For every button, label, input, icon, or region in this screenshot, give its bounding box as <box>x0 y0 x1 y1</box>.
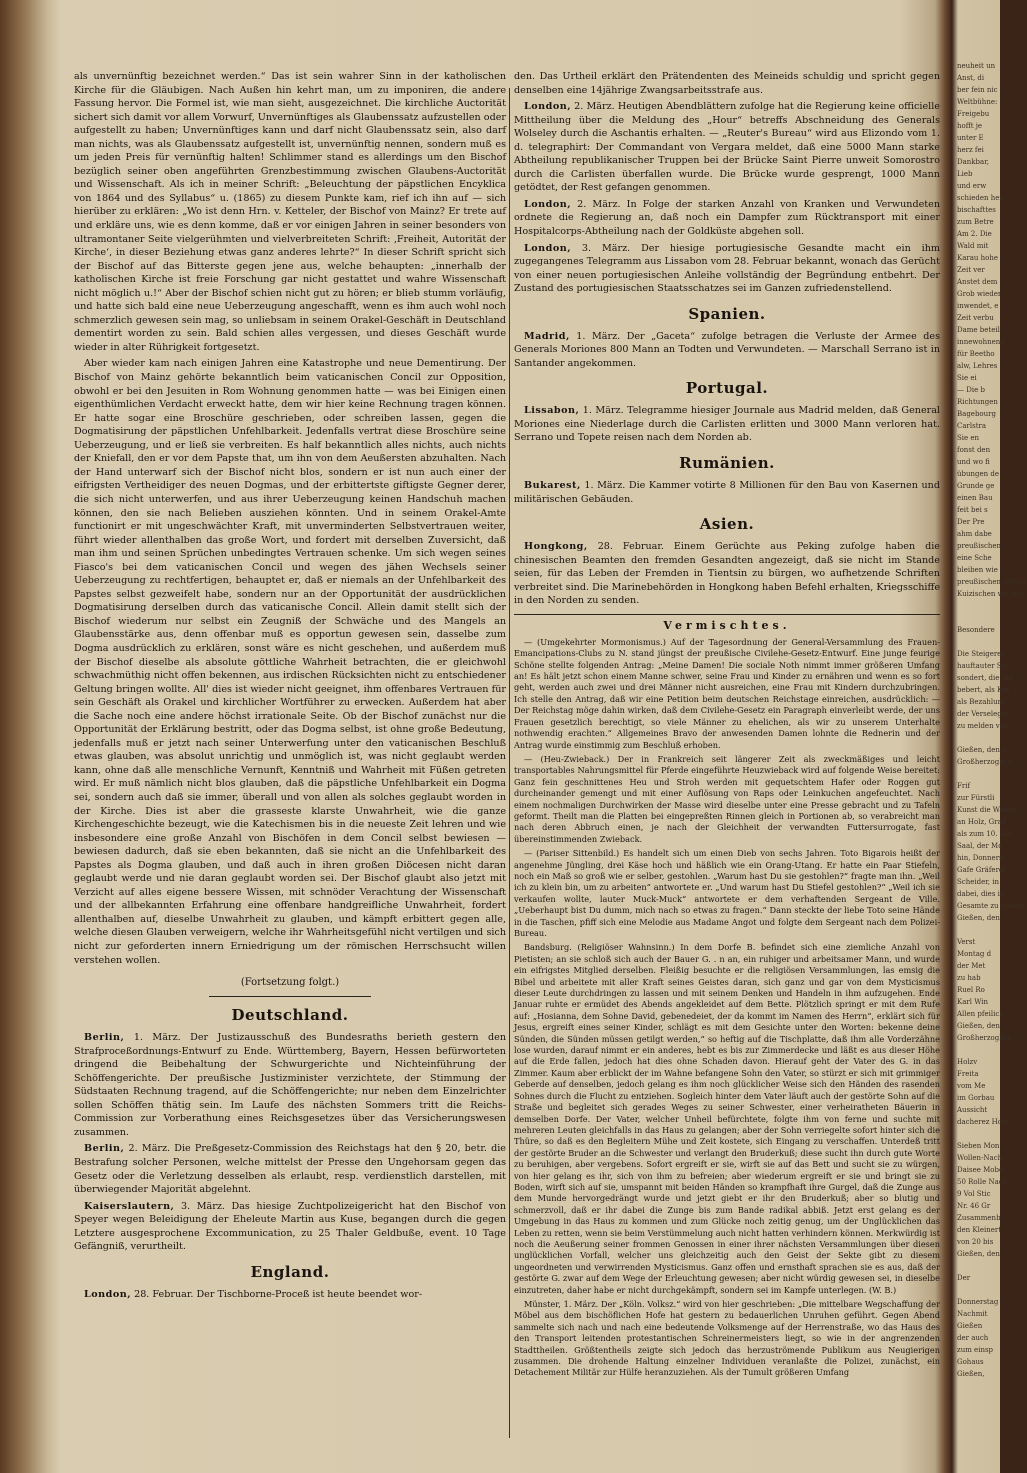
edge-text-line: Verst <box>957 938 976 946</box>
edge-text-line: Nr. 46 Gr <box>957 1202 991 1210</box>
news-item <box>74 1288 506 1302</box>
news-text: 2. März. Die Preßgesetz-Commission des Reichstags hat den § 20, betr. die Bestrafung solcher Personen, welche mittelst der Presse den Ungehorsam gegen das Gesetz oder die Verletzung desselben als erlaubt, resp. verdienstlich darstellen, mit überwiegender Majorität abgelehnt. <box>74 1143 506 1196</box>
edge-text-line: Großherzoglich <box>957 758 1013 766</box>
edge-text-line: ber fein nic <box>957 86 998 94</box>
edge-text-line: Dame beteil <box>957 326 1000 334</box>
edge-text-line: 50 Rolle Nach <box>957 1178 1008 1186</box>
news-text: 2. März. Heutigen Abendblättern zufolge hat die Regierung keine officielle Mittheilung über die Meldung des „Hour“ betreffs Abschneidung des Generals Wolseley durch die Aschantis erhalten. — „Reuter's Bureau“ wird aus Elizondo vom 1. d. telegraphirt: Der Commandant von Vergara meldet, daß eine 5000 Mann starke Abtheilung republikanischer Truppen bei der Brücke Saint Pierre unweit Somorostro durch die Carlisten überfallen wurde. Die Brücke wurde gesprengt, 1000 Mann getödtet, der Rest gefangen genommen. <box>514 101 940 194</box>
edge-text-line <box>957 600 1000 612</box>
edge-text-line: Sie ei <box>957 374 977 382</box>
edge-text-line: zur Fürstli <box>957 794 995 802</box>
section-heading-rumaenien: Rumänien. <box>679 454 775 473</box>
dateline: London, <box>524 242 572 254</box>
edge-text-line: bleiben wie <box>957 566 998 574</box>
edge-text-line: Scheider, in <box>957 878 1000 886</box>
section-heading-england: England. <box>250 1262 330 1281</box>
news-text: den. Das Urtheil erklärt den Prätendenten des Meineids schuldig und spricht gegen denselben eine 14jährige Zwangsarbeitsstrafe aus. <box>514 71 940 96</box>
edge-text-line: zum einsp <box>957 1346 994 1354</box>
edge-text-line: Kunst die Walter <box>957 806 1017 814</box>
edge-text-line: innewohnend <box>957 338 1005 346</box>
edge-text-line: und wo fi <box>957 458 990 466</box>
edge-text-line: preußischen Officie <box>957 578 1027 586</box>
edge-text-line <box>957 732 1000 744</box>
dateline: Berlin, <box>84 1032 125 1044</box>
edge-text-line: den Kleinert <box>957 1226 1002 1234</box>
news-item <box>74 1142 506 1196</box>
edge-text-line: neuheit un <box>957 62 996 70</box>
news-text: 1. März. Telegramme hiesiger Journale aus Madrid melden, daß General Moriones eine Niederlage durch die Carlisten erlitten und 3000 Mann verloren hat. Serrano und Topete reisen nach dem Norden ab. <box>514 405 940 444</box>
misc-item: Bandsburg. (Religiöser Wahnsinn.) In dem Dorfe B. befindet sich eine ziemliche Anzahl von Pietisten; an sie schloß sich auch der Bauer G. . n an, ein ruhiger und arbeitsamer Mann, und wurde ein eifrigstes Mitglied derselben. Fleißig besuchte er die religiösen Versammlungen, las emsig die Bibel und arbeitete mit aller Kraft seines Geistes daran, sich ganz und gar von dem Mysticismus dieser Leute durchdringen zu lassen und mit seinem Denken und Handeln in ihm aufzugehen. Ende Januar ruhte er ermüdet des Abends angekleidet auf dem Bette. Plötzlich springt er mit dem Rufe auf: „Hosianna, dem Sohne David, gebenedeiet, der da kommt im Namen des Herrn“, erklärt sich für Jesus, ergreift eines seiner Kinder, schlägt es mit dem Gesichte unter den Worten: bekenne deine Sünden, die Sünden müssen getilgt werden,“ so heftig auf die Tischplatte, daß ihm alle Vorderzähne lose wurden, darauf nimmt er ein anderes, hebt es bis zur Zimmerdecke und läßt es aus dieser Höhe auf die Erde fallen, jedoch hat dies ohne Schaden davon. Hierauf geht der Vater des G. in das Zimmer. Kaum aber erblickt der im Wahne befangene Sohn den Vater, so stürzt er sich mit grimmiger Geberde auf denselben, jedoch gelang es ihm noch glücklicher Weise sich den Händen des rasenden Sohnes durch die Flucht zu entziehen. Sogleich hinter dem Vater läuft auch der gestörte Sohn auf die Straße und begleitet sich gerades Weges zu seiner Schwester, einer verheiratheten Bäuerin in demselben Dorfe. Der Vater, welcher Unheil befürchtete, folgte ihm von ferne und suchte mit mehreren Leuten gleichfalls in das Haus zu gelangen; aber der Sohn verriegelte sofort hinter sich die Thüre, so daß es den Begleitern Mühe und Zeit kostete, sich Eingang zu verschaffen. Unterdeß tritt der gestörte Bruder an die Schwester und verlangt den Bruderkuß; diese sucht ihn durch gute Worte zu beruhigen, aber vergebens. Sofort ergreift er sie, wirft sie auf das Bett und sucht sie zu würgen, von hier gelang es ihr, sich von ihm zu befreien; aber wiederum ergreift er sie und bringt sie zu Boden, wirft sich auf sie, umspannt mit beiden Händen so krampfhaft ihre Gurgel, daß die Zunge aus dem Munde hervorgedrängt wurde und jetzt giebt er ihr den Bruderkuß; aber so blutig und schmerzvoll, daß er ihr dabei die Zunge bis zum Bande radikal abbiß. Jetzt erst gelang es der Umgebung in das Haus zu kommen und zum Glücke noch zeitig genug, um der Unglücklichen das Leben zu retten, wenn sie beim Verstümmelung auch nicht hatten verhindern können. Merkwürdig ist noch die Aeußerung seiner frommen Genossen in einer ihrer nächsten Versammlungen über diesen unglücklichen Vorfall, welcher uns gleichzeitig auch den Geist der Sekte gibt zu diesem ungeordneten und verwirrenden Mysticismus. Ganz offen und ernsthaft sprachen sie es aus, daß der gestörte G. zwar auf dem Wege der Erleuchtung gewesen; aber nicht würdig gewesen sei, in dieselbe einzutreten, daher habe er nicht durchgekämpft, sondern sei im Kampfe unterlegen. (W. B.) <box>514 942 940 1295</box>
edge-text-line: Gießen <box>957 1322 983 1330</box>
misc-item: Münster, 1. März. Der „Köln. Volksz.“ wird von hier geschrieben: „Die mittelbare Wegschaffung der Möbel aus dem bischöflichen Hofe hat gestern zu bedauerlichen Unruhen geführt. Gegen Abend sammelte sich nach und nach eine bedeutende Volksmenge auf der Herrenstraße, wo das Haus des den Transport leitenden protestantischen Schreinermeisters liegt, so wie in der angrenzenden Stadttheilen. Größtentheils zeigte sich jedoch das herzuströmende Publikum aus Neugierigen zusammen. Die drohende Haltung einzelner Individuen veranlaßte die Polizei, zunächst, ein Detachement Militär zur Hülfe heranzuziehen. Als der Tumult größeren Umfang <box>514 1299 940 1378</box>
edge-text-line: ahm dabe <box>957 530 992 538</box>
miscellany-block <box>514 637 940 1379</box>
section-heading-deutschland: Deutschland. <box>231 1006 349 1025</box>
edge-text-line <box>957 612 1000 624</box>
edge-text-line <box>957 1284 1000 1296</box>
edge-text-line: Der Pre <box>957 518 985 526</box>
edge-text-line <box>957 924 1000 936</box>
edge-text-line: Donnerstag <box>957 1298 999 1306</box>
edge-text-line: Grunde ge <box>957 482 995 490</box>
edge-text-line: Anstet dem <box>957 278 998 286</box>
news-item <box>514 242 940 296</box>
section-heading-vermischtes: Vermischtes. <box>663 618 791 632</box>
news-item <box>514 100 940 195</box>
edge-text-line: der Met <box>957 962 986 970</box>
edge-text-line: Freita <box>957 1070 979 1078</box>
dateline: London, <box>524 198 572 210</box>
dateline: London, <box>84 1288 132 1300</box>
news-text: 28. Februar. Einem Gerüchte aus Peking zufolge haben die chinesischen Beamten den fremden Gesandten angezeigt, daß sie nicht im Stande seien, für das Leben der Fremden in Tientsin zu bürgen, wo aufhetzende Schriften verbreitet sind. Die Marinebehörden in Hongkong haben Befehl erhalten, Kriegsschiffe in den Norden zu senden. <box>514 541 940 607</box>
edge-text-line: Carlstra <box>957 422 987 430</box>
news-text: 1. März. Der Justizausschuß des Bundesraths berieth gestern den Strafproceßordnungs-Entwurf zu Ende. Württemberg, Bayern, Hessen befürworteten dringend die Beibehaltung der Schwurgerichte und Nichteinführung der Schöffengerichte. Der preußische Justizminister verzichtete, der Stimmung der Südstaaten Rechnung tragend, auf die Schöffengerichte; nur neben dem Einzelrichter sollen Schöffen thätig sein. Im Laufe des nächsten Sommers tritt die Reichs-Commission zur Vorberathung eines Reichsgesetzes über das Versicherungswesen zusammen. <box>74 1032 506 1138</box>
edge-text-line: Holzv <box>957 1058 978 1066</box>
edge-text-line: Gafe Gräferer <box>957 866 1007 874</box>
essay-paragraph: als unvernünftig bezeichnet werden.“ Das ist sein wahrer Sinn in der katholischen Kirche für die Gläubigen. Nach Außen hin kehrt man, um zu imponiren, die andere Fassung hervor. Die Formel ist, wie man sieht, ausgezeichnet. Die kirchliche Auctorität sichert sich damit vor allem Vorwurf, Unvernünftiges als Glaubenssatz aufzustellen oder aufgestellt zu haben; Unvernünftiges kann und darf nicht Glaubenssatz sein, also darf man nichts, was als Glaubenssatz aufgestellt ist, unvernünftig nennen, sondern muß es um jeden Preis für vernünftig halten! Schlimmer stand es allerdings um den Bischof bezüglich seiner oben angeführten Grenzbestimmung zwischen Glaubens-Auctorität und Wissenschaft. Als ich in meiner Schrift: „Beleuchtung der päpstlichen Encyklica von 1864 und des Syllabus“ u. (1865) zu diesem Punkte kam, rief ich ihn auf — sich hierüber zu erklären: „Wo ist denn Hrn. v. Ketteler, der Bischof von Mainz? Er trete auf und erkläre uns, wie es denn komme, daß er vor einigen Jahren in seiner besonders von ultramontaner Seite vielgerühmten und vielverbreiteten Schrift: ‚Freiheit, Autorität der Kirche‘, in dieser Beziehung etwas ganz anderes lehrte?“ In dieser Schrift spricht sich der Bischof auf das Bitterste gegen jene aus, welche behaupten: „innerhalb der katholischen Kirche ist freie Forschung gar nicht gestattet und wahre Wissenschaft nicht möglich u.!“ Aber der Bischof schien nicht gut zu hören; er blieb stumm vorläufig, und hatte sich bald eine neue Ueberzeugung angeschafft, wenn es ihm auch wohl noch schmerzlich gewesen sein mag, so unliebsam in seinem Orakel-Geschäft in Deutschland dementirt worden zu sein. Bald schien alles vergessen, und dieses Geschäft wurde wieder in alter Rührigkeit fortgesetzt. <box>74 71 506 353</box>
edge-text-line: Anst, di <box>957 74 985 82</box>
edge-text-line: im Gorbau <box>957 1094 995 1102</box>
section-rule <box>514 614 940 615</box>
edge-text-line: Allen pfeilich <box>957 1010 1004 1018</box>
edge-text-line: übungen de <box>957 470 999 478</box>
misc-item: — (Pariser Sittenbild.) Es handelt sich um einen Dieb von sechs Jahren. Toto Bigarois heißt der angenehme Jüngling, drei Käse hoch und häßlich wie ein Orang-Utang. Er hatte ein Paar Stiefeln, noch ein Maß so groß wie er selber, gestohlen. „Warum hast Du sie gestohlen?“ fragte man ihn. „Weil ich zu klein bin, um zu arbeiten“ antwortete er. „Und warum hast Du Stiefel gestohlen?“ „Weil ich sie verkaufen wollte, lauter Muck-Muck“ antwortete er dem verhaftenden Sergeant de Ville. „Ueberhaupt bist Du dumm, mich nach so etwas zu fragen.“ Dann steckte der liebe Toto seine Hände in die Taschen, pfiff sich eine Melodie aus Madame Angot und folgte dem Sergeant nach dem Polizei-Bureau. <box>514 848 940 939</box>
dateline: Madrid, <box>524 330 570 342</box>
left-column <box>74 70 506 1440</box>
dateline: London, <box>524 101 572 113</box>
edge-text-line: einen Bau <box>957 494 993 502</box>
edge-text-line: Richtungen <box>957 398 998 406</box>
edge-text-line <box>957 1128 1000 1140</box>
edge-text-line: alw, Lehres <box>957 362 998 370</box>
edge-text-line: Großherzoglich <box>957 1034 1013 1042</box>
news-text: 2. März. In Folge der starken Anzahl von Kranken und Verwundeten ordnete die Regierung an, daß noch ein Dampfer zum Rücktransport mit einer Hospitalcorps-Abtheilung nach der Goldküste abgehen soll. <box>514 198 940 238</box>
edge-text-line: Wald mit <box>957 242 989 250</box>
news-item <box>514 198 940 239</box>
dateline: Lissabon, <box>524 405 580 417</box>
edge-text-line: zu hab <box>957 974 981 982</box>
edge-text-line <box>957 1044 1000 1056</box>
edge-text-line: Wollen-Nach <box>957 1154 1003 1162</box>
edge-text-line: und erw <box>957 182 987 190</box>
edge-text-line: Zeit ver <box>957 266 985 274</box>
edge-text-line: schieden her <box>957 194 1003 202</box>
edge-text-line: Am 2. Die <box>957 230 992 238</box>
edge-text-line: Gießen, den <box>957 1022 1000 1030</box>
edge-text-line: unter E <box>957 134 984 142</box>
edge-text-line: fonst den <box>957 446 991 454</box>
news-item <box>74 1031 506 1139</box>
edge-text-line: — Die b <box>957 386 985 394</box>
edge-text-line: preußischen <box>957 542 1002 550</box>
edge-text-line: Der <box>957 1274 971 1282</box>
edge-text-line: Karl Win <box>957 998 989 1006</box>
edge-text-line: Lieb <box>957 170 973 178</box>
edge-text-line <box>957 768 1000 780</box>
edge-text-line: eine Sche <box>957 554 992 562</box>
edge-text-line: Aussicht <box>957 1106 988 1114</box>
section-heading-portugal: Portugal. <box>685 379 769 398</box>
edge-text-line: Nachmit <box>957 1310 988 1318</box>
news-text: 3. März. Der hiesige portugiesische Gesandte macht ein ihm zugegangenes Telegramm aus Lissabon vom 28. Februar bekannt, wonach das Gerücht von einer neuen portugiesischen Anleihe vollständig der Begründung entbehrt. Der Zustand des portugiesischen Staatsschatzes sei im Ganzen zufriedenstellend. <box>514 242 940 295</box>
edge-text-line: Daisee Mobe <box>957 1166 1004 1174</box>
edge-text-line: 9 Vol Stic <box>957 1190 991 1198</box>
edge-text-line: Sieben Mon <box>957 1142 1000 1150</box>
continued-note: (Fortsetzung folgt.) <box>240 977 340 989</box>
edge-text-line: vom Me <box>957 1082 986 1090</box>
edge-text-line: Ruel Ro <box>957 986 985 994</box>
edge-text-line: Sie en <box>957 434 980 442</box>
edge-text-line: Saal, der Mo <box>957 842 1003 850</box>
edge-text-line: als Bezahlung <box>957 698 1007 706</box>
edge-text-line: Gießen, <box>957 1370 985 1378</box>
edge-text-line: herz fei <box>957 146 984 154</box>
adjacent-page-edge <box>957 60 1027 1440</box>
edge-text-line <box>957 1260 1000 1272</box>
edge-text-line: Zeit verbu <box>957 314 994 322</box>
edge-text-line: Frif <box>957 782 971 790</box>
edge-text-line: Grob wieder <box>957 290 1002 298</box>
news-item <box>514 479 940 506</box>
edge-text-line: Gießen, den <box>957 914 1000 922</box>
edge-text-line: Kuizischen wir mü <box>957 590 1023 598</box>
edge-text-line: hofft je <box>957 122 983 130</box>
news-text: 1. März. Der „Gaceta“ zufolge betragen die Verluste der Armee des Generals Moriones 800 Mann an Todten und Verwundeten. — Marschall Serrano ist in Santander angekommen. <box>514 330 940 369</box>
misc-item: — (Umgekehrter Mormonismus.) Auf der Tagesordnung der General-Versammlung des Frauen-Emancipations-Clubs zu N. stand jüngst der preußische Civilehe-Gesetz-Entwurf. Eine junge feurige Schöne stellte folgenden Antrag: „Meine Damen! Die sociale Noth nimmt immer größeren Umfang an! Es hält jetzt schon einem Manne schwer, seine Frau und Kinder zu ernähren und wenn es so fort geht, werden auch zwei und drei Männer nicht ausreichen, eine Frau mit Kindern durchzubringen. Ich stelle den Antrag, daß wir eine Petition beim deutschen Reichstage einreichen, ausdrücklich: — Der Reichstag möge dahin wirken, daß dem Civilehe-Gesetz ein Paragraph einverleibt werde, der uns Frauen gesetzlich berechtigt, so viele Männer zu ehelichen, als wir zu unserem Unterhalte nothwendig erachten.“ Allgemeines Bravo der anwesenden Damen lohnte die Rednerin und der Antrag wurde einstimmig zum Beschluß erhoben. <box>514 636 940 750</box>
news-text: 1. März. Die Kammer votirte 8 Millionen für den Bau von Kasernen und militärischen Gebäuden. <box>514 480 940 505</box>
essay-paragraph: Aber wieder kam nach einigen Jahren eine Katastrophe und neue Dementirung. Der Bischof von Mainz gehörte bekanntlich beim vaticanischen Concil zur Opposition, obwohl er bei den Jesuiten in Rom Wohnung genommen hatte — was bei Einigen einen eigenthümlichen Verdacht erweckt hatte, dem wir hier keine Rechnung tragen können. Er hatte sogar eine Broschüre geschrieben, oder schreiben lassen, gegen die Dogmatisirung der päpstlichen Unfehlbarkeit. Jedenfalls vertrat diese Broschüre seine Ueberzeugung, und er ließ sie verbreiten. Es half bekanntlich alles nichts, auch nichts der Kniefall, den er vor dem Papste that, um ihn von dem Aeußersten abzuhalten. Nach der Hand unterwarf sich der Bischof nicht blos, sondern er ist nun auch einer der eifrigsten Vertheidiger des neuen Dogmas, und der erbittertste giftigste Gegner derer, die sich nicht unterwerfen, und aus ihrer Ueberzeugung keinen Handschuh machen können, den sie nach Belieben ausziehen könnten. Und in seinem Orakel-Amte functionirt er mit ungeschwächter Kraft, mit unverminderten Selbstvertrauen weiter, führt wieder allenthalben das große Wort, und fordert mit derselben Zuversicht, daß man ihm und seinen Sprüchen unbedingtes Vertrauen schenke. Um sich wegen seines Fiasco's bei dem vaticanischen Concil und wegen des jähen Wechsels seiner Ueberzeugung zu rechtfertigen, behauptet er, daß er niemals an der Unfehlbarkeit des Papstes selbst gezweifelt habe, sondern nur an der Opportunität der ausdrücklichen Dogmatisirung derselben durch das vaticanische Concil. Allein damit stellt sich der Bischof wiederum nur selbst ein Zeugniß der Schwäche und des Mangels an Glaubensstärke aus, denn offenbar muß es opportun gewesen sein, dasselbe zum Dogma ausdrücklich zu erklären, sonst wäre es nicht geschehen, und außerdem muß der Bischof dieselbe als absolute göttliche Wahrheit betrachten, die er gleichwohl schwachmüthig nicht offen bekennen, aus irdischen Rücksichten nicht zu entschiedener Geltung bringen wollte. All' dies ist wieder nicht geeignet, ihm offenbares Vertrauen für sein Geschäft als Orakel und kirchlicher Wortführer zu erwecken. Außerdem hat aber die Sache noch eine andere höchst irrationale Seite. Ob der Bischof zunächst nur die Opportunität der Erklärung bestritt, oder das Dogma selbst, ist ohne große Bedeutung, jedenfalls muß er jetzt nach seiner Unterwerfung unter den vaticanischen Beschluß etwas glauben, was absolut unrichtig und unmöglich ist, was nicht geglaubt werden kann, ohne daß alle menschliche Vernunft, Kenntniß und Wahrheit mit Füßen getreten wird. Er muß nämlich nicht blos glauben, daß die päpstliche Unfehlbarkeit ein Dogma sei, sondern auch daß sie immer, überall und von allen als solches geglaubt worden in der Kirche. Dies ist aber die grasseste klarste Unwahrheit, wie die ganze Kirchengeschichte bezeugt, wie die Katechismen bis in die neueste Zeit lehren und wie insbesondere eine große Anzahl von Bischöfen in dem Concil selbst bewiesen — bewiesen dadurch, daß sie eben bekannten, daß sie nicht an die Unfehlbarkeit des Papstes als Dogma glauben, und daß auch in ihren großen Diöcesen nicht daran geglaubt werde und nie daran geglaubt worden sei. Der Bischof glaubt also jetzt mit Verzicht auf alles eigene bessere Wissen, mit schnöder Verachtung der Wissenschaft und der allbekannten Erfahrung eine offenbare handgreifliche Unwahrheit, fordert allenthalben auf, dieselbe Unwahrheit zu glauben, und kämpft erbittert gegen alle, welche diesen Glauben verweigern, welche ihr Wahrheitsgefühl nicht vertilgen und sich nicht zur geforderten innern Erniedrigung um der römischen Herrschsucht willen verstehen wollen. <box>74 358 506 966</box>
edge-text-line: Die Steigerer <box>957 650 1005 658</box>
edge-text-line: Karau hohe <box>957 254 999 262</box>
edge-text-line: Gießen, den 3. <box>957 746 1009 754</box>
edge-text-line: Gießen, den <box>957 1250 1000 1258</box>
edge-text-line: feit bei s <box>957 506 988 514</box>
edge-text-line: inwendet, e <box>957 302 999 310</box>
news-text: 28. Februar. Der Tischborne-Proceß ist heute beendet wor- <box>131 1288 423 1300</box>
dateline: Bukarest, <box>524 480 581 492</box>
news-item <box>514 540 940 608</box>
edge-text-line: bischafttes <box>957 206 996 214</box>
dateline: Kaiserslautern, <box>84 1200 175 1212</box>
edge-text-line <box>957 636 1000 648</box>
news-item <box>514 330 940 371</box>
edge-text-line: Montag d <box>957 950 992 958</box>
edge-text-line: Bagebourg <box>957 410 996 418</box>
edge-text-line: zum Betre <box>957 218 994 226</box>
dateline: Berlin, <box>84 1143 125 1155</box>
edge-text-line: Weltbühne: <box>957 98 998 106</box>
column-divider <box>509 88 510 1438</box>
news-item <box>514 404 940 445</box>
edge-text-line: zu melden von <box>957 722 1009 730</box>
edge-text-line: an Holz, Grad <box>957 818 1007 826</box>
edge-text-line: dabei, dies in <box>957 890 1005 898</box>
edge-text-line: sondert, die Ste <box>957 674 1014 682</box>
edge-text-line: der Verseleger <box>957 710 1010 718</box>
edge-text-line: dacherez Holz <box>957 1118 1008 1126</box>
edge-text-line: Freigebu <box>957 110 990 118</box>
section-heading-asien: Asien. <box>699 515 755 534</box>
edge-text-line: von 20 bis <box>957 1238 994 1246</box>
misc-item: — (Heu-Zwieback.) Der in Frankreich seit längerer Zeit als zweckmäßiges und leicht transportables Nahrungsmittel für Pferde eingeführte Heuzwieback wird auf folgende Weise bereitet: Ganz fein geschnittenes Heu und Stroh werden mit gequetschtem Hafer oder Roggen gut durcheinander gemengt und mit einer Auflösung von Raps oder Leinkuchen angefeuchtet. Nach einem nochmaligen Durchwirken der Masse wird dieselbe unter eine Presse gebracht und zu Tafeln geformt. Theilt man die Platten bei eingepreßten Rinnen gleich in Portionen ab, so verabreicht man nach deren Abbruch einen, je nach der Gleichheit der verwandten Futtersurrogate, fast übereinstimmenden Zwieback. <box>514 753 940 844</box>
edge-text-line: Gohaus <box>957 1358 984 1366</box>
edge-text-line: hin, Donnerst <box>957 854 1006 862</box>
right-column <box>514 70 940 1440</box>
edge-text-line: Dankbar, <box>957 158 989 166</box>
edge-text-line: der auch <box>957 1334 989 1342</box>
news-item <box>74 1200 506 1254</box>
section-rule <box>209 996 371 997</box>
edge-text-line: für Beetho <box>957 350 995 358</box>
newspaper-page <box>48 70 943 1440</box>
edge-text-line: Besondere <box>957 626 995 634</box>
edge-text-line: hauftauter Str <box>957 662 1008 670</box>
edge-text-line: als zum 10. Mä <box>957 830 1011 838</box>
edge-text-line: Zusammenb <box>957 1214 1001 1222</box>
news-text: 3. März. Das hiesige Zuchtpolizeigericht hat den Bischof von Speyer wegen Beleidigung der Eheleute Martin aus Kuse, begangen durch die gegen Letztere ausgesprochene Excommunication, zu 25 Thaler Geldbuße, event. 10 Tage Gefängniß, verurtheilt. <box>74 1200 506 1253</box>
dateline: Hongkong, <box>524 541 588 553</box>
edge-text-line: Gesamte zu lassen. <box>957 902 1026 910</box>
edge-text-line: bebert, als Kre <box>957 686 1010 694</box>
section-heading-spanien: Spanien. <box>688 304 766 323</box>
